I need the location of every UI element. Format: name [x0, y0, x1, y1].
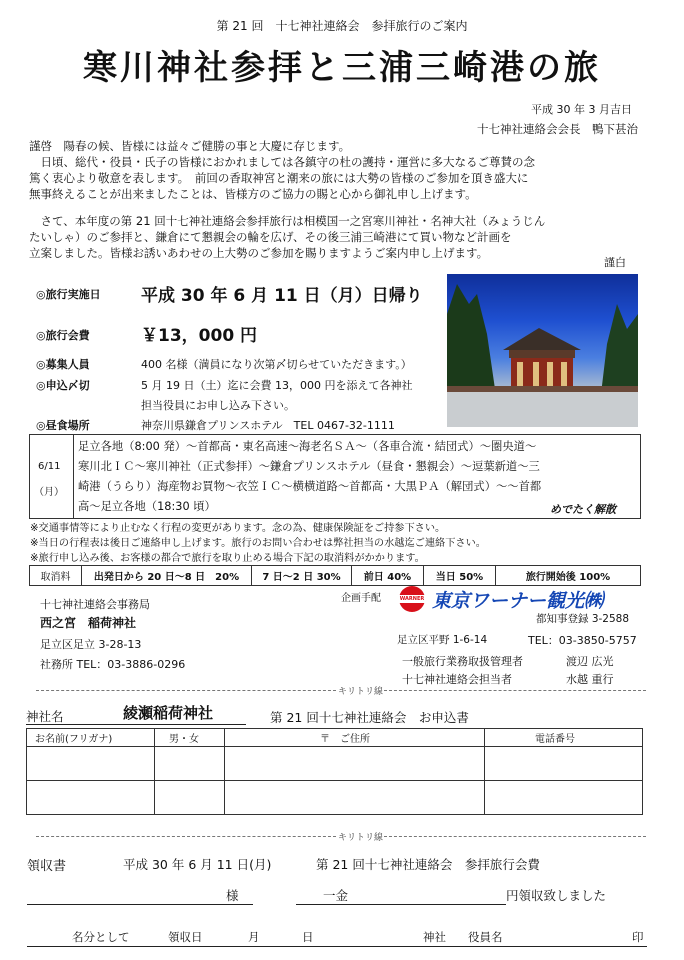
- shrine-photo-drawing: [447, 274, 638, 427]
- form-title: 第 21 回十七神社連絡会 お申込書: [270, 710, 469, 725]
- cut-line: [384, 836, 646, 837]
- shrine-name-underline: [26, 724, 246, 725]
- detail-value-capacity: 400 名様（満員になり次第〆切らせていただきます。）: [141, 358, 412, 371]
- agency-registration: 都知事登録 3-2588: [536, 613, 630, 625]
- receipt-month: 月: [248, 930, 260, 944]
- receipt-day: 日: [302, 930, 314, 944]
- table-row: [27, 747, 643, 781]
- rep-name: 水越 重行: [566, 673, 614, 686]
- itinerary-date: 6/11: [38, 461, 61, 472]
- address-cell[interactable]: [225, 747, 485, 781]
- receipt-name-line: [27, 904, 253, 905]
- manager-label: 一般旅行業務取扱管理者: [402, 655, 523, 668]
- cancel-cell: 取消料: [30, 566, 82, 586]
- cancel-cell: 出発日から 20 日～8 日 20%: [82, 566, 252, 586]
- detail-label-deadline: ◎申込〆切: [36, 379, 90, 392]
- cancel-cell: 旅行開始後 100%: [496, 566, 641, 586]
- letter-line: 謹啓 陽春の候、皆様には益々ご健勝の事と大慶に存じます。: [29, 139, 351, 153]
- cancel-cell: 当日 50%: [424, 566, 496, 586]
- note: ※旅行申し込み後、お客様の都合で旅行を取り止める場合下記の取消料がかかります。: [30, 553, 425, 564]
- subtitle: 第 21 回 十七神社連絡会 参拝旅行のご案内: [216, 19, 468, 33]
- receipt-bottom-line: [27, 946, 647, 947]
- letter-body: [29, 138, 545, 261]
- receipt-ikkin: 一金: [323, 888, 349, 903]
- itinerary-day: （月）: [34, 487, 64, 498]
- cut-line-label: キリトリ線: [338, 687, 384, 697]
- page-title: 寒川神社参拝と三浦三崎港の旅: [83, 48, 601, 88]
- shrine-photo: [447, 274, 638, 427]
- letter-line: 日頃、総代・役員・氏子の皆様におかれましては各鎮守の杜の護持・運営に多大なるご尊賛の念: [29, 155, 535, 169]
- receipt-label: 領収書: [27, 859, 67, 874]
- itinerary-farewell: めでたく解散: [550, 503, 616, 516]
- receipt-seal: 印: [632, 930, 644, 944]
- receipt-shrine: 神社: [423, 930, 446, 944]
- receipt-sama: 様: [226, 888, 239, 903]
- detail-value-lunch: 神奈川県鎌倉プリンスホテル TEL 0467-32-1111: [141, 419, 395, 432]
- itinerary-line: 寒川北ＩＣ～寒川神社（正式参拝）～鎌倉プリンスホテル（昼食・懇親会）～逗葉新道～三: [78, 460, 540, 473]
- detail-label-capacity: ◎募集人員: [36, 358, 90, 371]
- cut-line: [36, 836, 336, 837]
- name-cell[interactable]: [27, 747, 155, 781]
- col-gender: 男・女: [155, 729, 225, 747]
- detail-label-date: ◎旅行実施日: [36, 288, 101, 301]
- application-table: [26, 728, 643, 815]
- phone-cell[interactable]: [485, 747, 643, 781]
- detail-value-deadline: 5 月 19 日（土）迄に会費 13，000 円を添えて各神社: [141, 379, 413, 392]
- letter-line: 立案しました。皆様お誘いあわせの上大勢のご参加を賜りますようご案内申し上げます。: [29, 246, 489, 260]
- detail-label-lunch: ◎昼食場所: [36, 419, 90, 432]
- cancellation-table: [29, 565, 641, 586]
- itinerary-box: [29, 434, 641, 519]
- sender: 十七神社連絡会会長 鴨下甚治: [477, 122, 638, 136]
- itinerary-line: 足立各地（8:00 発）～首都高・東名高速～海老名ＳＡ～（各車合流・結団式）～圏央道～: [78, 440, 537, 453]
- shrine-name-value[interactable]: 綾瀬稲荷神社: [123, 704, 214, 722]
- col-address: 〒 ご住所: [225, 729, 485, 747]
- letter-line: たいしゃ）のご参拝と、鎌倉にて懇親会の輪を広げ、その後三浦三崎港にて買い物など計画を: [29, 230, 512, 244]
- receipt-purpose: 名分として: [72, 930, 130, 944]
- gender-cell[interactable]: [155, 781, 225, 815]
- cancel-cell: 前日 40%: [352, 566, 424, 586]
- cut-line-label: キリトリ線: [338, 833, 384, 843]
- name-cell[interactable]: [27, 781, 155, 815]
- agency-address: 足立区平野 1-6-14: [397, 634, 488, 646]
- gender-cell[interactable]: [155, 747, 225, 781]
- cut-line: [384, 690, 646, 691]
- receipt-officer: 役員名: [468, 930, 503, 944]
- note: ※交通事情等により止むなく行程の変更があります。念の為、健康保険証をご持参下さい。: [30, 523, 446, 534]
- col-name: お名前(フリガナ): [27, 729, 155, 747]
- detail-label-fee: ◎旅行会費: [36, 329, 90, 342]
- cancel-cell: 7 日～2 日 30%: [252, 566, 352, 586]
- agency-logo-band: WARNER: [399, 596, 425, 602]
- detail-value-date: 平成 30 年 6 月 11 日（月）日帰り: [141, 286, 423, 306]
- receipt-description: 第 21 回十七神社連絡会 参拝旅行会費: [316, 857, 540, 872]
- planner-label: 企画手配: [341, 593, 381, 604]
- agency-tel: TEL：03-3850-5757: [528, 634, 637, 647]
- note: ※当日の行程表は後日ご連絡申し上げます。旅行のお問い合わせは弊社担当の水越迄ご連絡下さい。: [30, 538, 486, 549]
- receipt-date-label: 領収日: [168, 930, 203, 944]
- shrine-name-label: 神社名: [26, 709, 64, 724]
- letter-line: さて、本年度の第 21 回十七神社連絡会参拝旅行は相模国一之宮寒川神社・名神大社（みょうじん: [29, 214, 546, 228]
- agency-name: 東京ワーナー観光㈱: [432, 590, 604, 612]
- receipt-received: 円領収致しました: [506, 888, 607, 903]
- letter-line: 無事終えることが出来ましたことは、皆様方のご協力の賜と心から御礼申し上げます。: [29, 187, 477, 201]
- rep-label: 十七神社連絡会担当者: [402, 673, 512, 686]
- issue-date: 平成 30 年 3 月吉日: [531, 103, 632, 116]
- receipt-date: 平成 30 年 6 月 11 日(月): [123, 857, 272, 872]
- closing: 謹白: [604, 256, 626, 269]
- receipt-amount-line: [296, 904, 506, 905]
- office-address: 足立区足立 3-28-13: [40, 638, 142, 651]
- detail-value-deadline-cont: 担当役員にお申し込み下さい。: [141, 399, 295, 412]
- office-name: 十七神社連絡会事務局: [40, 598, 150, 611]
- letter-line: 篤く衷心より敬意を表します。 前回の香取神宮と潮来の旅には大勢の皆様のご参加を頂き盛大に: [29, 171, 529, 185]
- itinerary-line: 崎港（うらり）海産物お買物～衣笠ＩＣ～横横道路～首都高・大黒ＰＡ（解団式）～～首都: [78, 480, 542, 493]
- itinerary-line: 高～足立各地（18:30 頃）: [78, 500, 216, 513]
- cut-line: [36, 690, 336, 691]
- agency-logo: [399, 586, 425, 612]
- address-cell[interactable]: [225, 781, 485, 815]
- phone-cell[interactable]: [485, 781, 643, 815]
- office-tel: 社務所 TEL：03-3886-0296: [40, 658, 186, 671]
- office-shrine: 西之宮 稲荷神社: [40, 616, 137, 630]
- detail-value-fee: ￥13，000 円: [141, 326, 258, 346]
- manager-name: 渡辺 広光: [566, 655, 614, 668]
- table-row: [27, 781, 643, 815]
- col-phone: 電話番号: [485, 729, 643, 747]
